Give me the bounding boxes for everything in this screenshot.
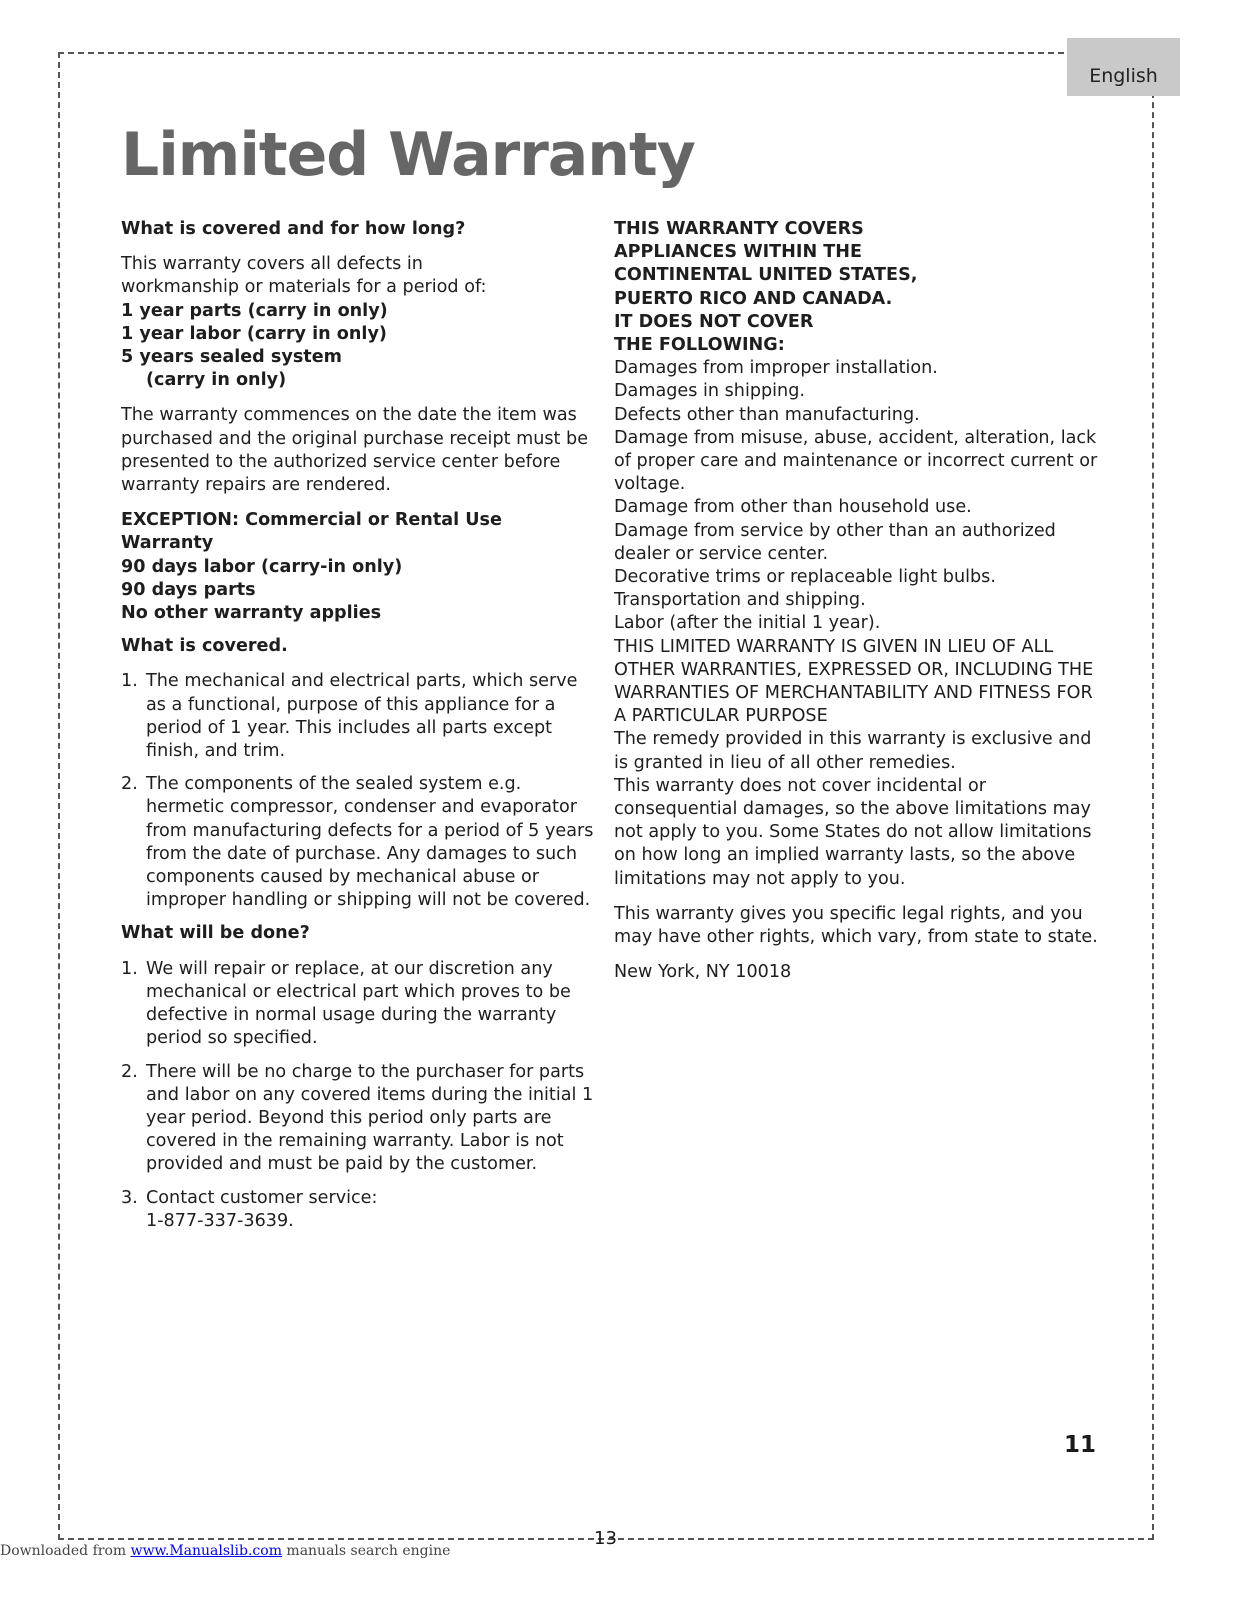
list-text: [146, 1187, 601, 1233]
exclusion-item: Decorative trims or replaceable light bulbs.: [614, 567, 996, 588]
exception-block: [121, 509, 601, 625]
page-title: Limited Warranty: [121, 120, 695, 190]
list-number: 3.: [121, 1187, 138, 1208]
left-column: [121, 218, 601, 1243]
coverage-intro: This warranty covers all defects in workmanship or materials for a period of:: [121, 254, 487, 298]
list-text: The components of the sealed system e.g. hermetic compressor, condenser and evaporator from manufacturing defects for a period of 5 years from the date of purchase. Any damages to such components caused by mechanical abuse or improper handling or shipping will not be covered.: [146, 774, 594, 911]
exclusion-item: Damage from other than household use.: [614, 497, 972, 518]
address: New York, NY 10018: [614, 962, 792, 983]
coverage-term: 1 year parts (carry in only): [121, 300, 388, 321]
footer-prefix: Downloaded from: [0, 1543, 131, 1559]
heading-what-will-be-done: What will be done?: [121, 923, 310, 944]
heading-coverage: What is covered and for how long?: [121, 219, 466, 239]
pdf-page-number: 13: [594, 1528, 617, 1549]
exception-line: No other warranty applies: [121, 603, 382, 624]
manualslib-link[interactable]: www.Manualslib.com: [130, 1543, 282, 1559]
list-number: 2.: [121, 1061, 138, 1082]
coverage-term: 5 years sealed system: [121, 347, 342, 368]
exclusion-item: Damages from improper installation.: [614, 358, 938, 379]
list-number: 2.: [121, 774, 138, 795]
exclusion-item: Damages in shipping.: [614, 381, 805, 402]
list-item: [121, 670, 601, 763]
exception-line: Warranty: [121, 533, 214, 554]
exclusion-item: Damage from misuse, abuse, accident, alteration, lack of proper care and maintenance or incorrect current or voltage.: [614, 427, 1098, 495]
exclusion-item: Defects other than manufacturing.: [614, 404, 920, 425]
list-text: The mechanical and electrical parts, which serve as a functional, purpose of this appliance for a period of 1 year. This includes all parts except finish, and trim.: [146, 671, 578, 762]
list-text: There will be no charge to the purchaser for parts and labor on any covered items during the initial 1 year period. Beyond this period only parts are covered in the remaining warranty. Labor is not provided and must be paid by the customer.: [146, 1061, 594, 1175]
right-column: [614, 218, 1104, 997]
list-item: [121, 773, 601, 912]
heading-what-is-covered: What is covered.: [121, 636, 288, 657]
commencement-text: The warranty commences on the date the item was purchased and the original purchase receipt must be presented to the authorized service center before warranty repairs are rendered.: [121, 405, 589, 496]
language-tab: English: [1067, 38, 1180, 96]
exclusion-item: Transportation and shipping.: [614, 590, 866, 611]
coverage-term: (carry in only): [146, 370, 287, 391]
exception-line: 90 days parts: [121, 579, 256, 600]
list-item: [121, 958, 601, 1051]
list-number: 1.: [121, 958, 138, 979]
page-number: 11: [1064, 1432, 1097, 1458]
list-text: We will repair or replace, at our discretion any mechanical or electrical part which proves to be defective in normal usage during the warranty period so specified.: [146, 958, 571, 1049]
phone-number: 1-877-337-3639.: [146, 1210, 294, 1231]
exception-line: 90 days labor (carry-in only): [121, 556, 403, 577]
download-footer: [0, 1543, 450, 1559]
list-item: [121, 1187, 601, 1233]
exception-line: EXCEPTION: Commercial or Rental Use: [121, 510, 502, 531]
disclaimer-text: THIS LIMITED WARRANTY IS GIVEN IN LIEU OF ALL OTHER WARRANTIES, EXPRESSED OR, INCLUDING THE WARRANTIES OF MERCHANTABILITY AND FITNESS FOR A PARTICULAR PURPOSE: [614, 636, 1094, 727]
remedy-text: The remedy provided in this warranty is exclusive and is granted in lieu of all other remedies.: [614, 729, 1092, 773]
legal-rights-text: This warranty gives you specific legal rights, and you may have other rights, which vary, from state to state.: [614, 903, 1098, 948]
exclusion-item: Labor (after the initial 1 year).: [614, 613, 881, 634]
coverage-terms: [121, 300, 601, 393]
coverage-term: 1 year labor (carry in only): [121, 323, 387, 344]
heading-line: CONTINENTAL UNITED STATES,: [614, 265, 918, 286]
coverage-area-heading: [614, 218, 1104, 357]
contact-label: Contact customer service:: [146, 1187, 378, 1208]
list-item: [121, 1061, 601, 1177]
list-number: 1.: [121, 671, 138, 692]
exclusion-item: Damage from service by other than an authorized dealer or service center.: [614, 520, 1056, 564]
heading-line: THIS WARRANTY COVERS: [614, 219, 864, 239]
heading-line: IT DOES NOT COVER: [614, 311, 814, 332]
footer-suffix: manuals search engine: [281, 1543, 451, 1559]
incidental-damages-text: This warranty does not cover incidental or consequential damages, so the above limitations may not apply to you. Some States do not allow limitations on how long an implied warranty lasts, so the above limitations may not apply to you.: [614, 775, 1092, 889]
heading-line: PUERTO RICO AND CANADA.: [614, 288, 893, 309]
exclusions-list: [614, 357, 1104, 635]
heading-line: APPLIANCES WITHIN THE: [614, 242, 863, 263]
heading-line: THE FOLLOWING:: [614, 335, 785, 356]
